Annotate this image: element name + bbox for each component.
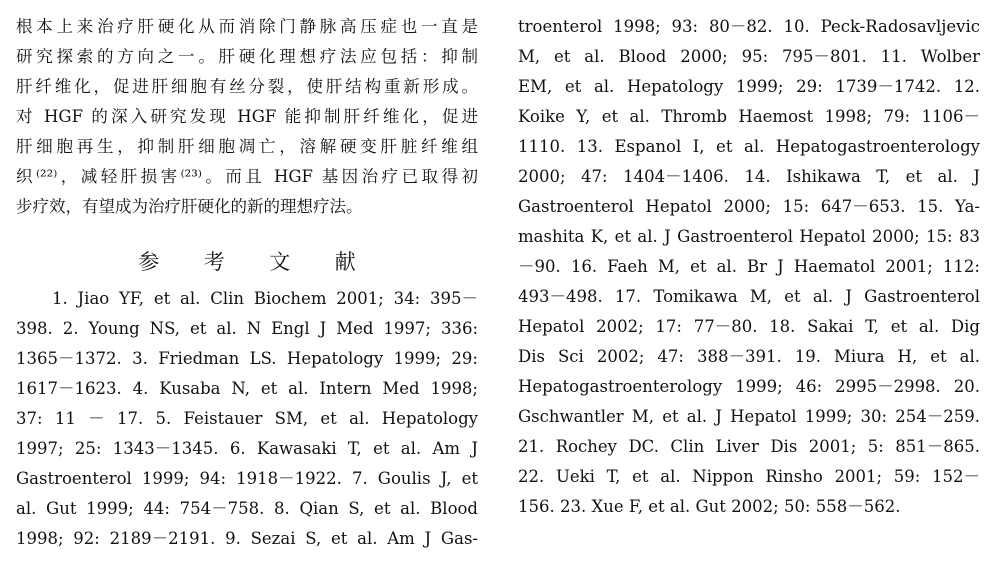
- reference-line: 156. 23. Xue F, et al. Gut 2002; 50: 558－562.: [518, 497, 901, 516]
- body-line: 根本上来治疗肝硬化从而消除门静脉高压症也一直是: [16, 17, 478, 36]
- reference-line: 1997; 25: 1343－1345. 6. Kawasaki T, et al. Am J: [16, 439, 478, 458]
- reference-line: 22. Ueki T, et al. Nippon Rinsho 2001; 59: 152－: [518, 467, 980, 486]
- section-gap: [16, 222, 478, 234]
- body-line: 肝细胞再生，抑制肝细胞凋亡，溶解硬变肝脏纤维组: [16, 137, 478, 156]
- reference-line: 398. 2. Young NS, et al. N Engl J Med 1997; 336:: [16, 319, 478, 338]
- reference-line: 21. Rochey DC. Clin Liver Dis 2001; 5: 851－865.: [518, 437, 980, 456]
- reference-line: 37: 11 － 17. 5. Feistauer SM, et al. Hepatology: [16, 409, 478, 428]
- reference-line: 2000; 47: 1404－1406. 14. Ishikawa T, et al. J: [518, 167, 980, 186]
- reference-line: 1998; 92: 2189－2191. 9. Sezai S, et al. Am J Gas-: [16, 529, 478, 548]
- reference-line: M, et al. Blood 2000; 95: 795－801. 11. Wolber: [518, 47, 980, 66]
- reference-line: 1365－1372. 3. Friedman LS. Hepatology 1999; 29:: [16, 349, 478, 368]
- reference-line: 1617－1623. 4. Kusaba N, et al. Intern Med 1998;: [16, 379, 478, 398]
- reference-line: Dis Sci 2002; 47: 388－391. 19. Miura H, et al.: [518, 347, 980, 366]
- reference-line: Gastroenterol 1999; 94: 1918－1922. 7. Goulis J, et: [16, 469, 478, 488]
- reference-line: al. Gut 1999; 44: 754－758. 8. Qian S, et al. Blood: [16, 499, 478, 518]
- left-column: [16, 12, 478, 554]
- reference-line: EM, et al. Hepatology 1999; 29: 1739－1742. 12.: [518, 77, 980, 96]
- reference-line: Koike Y, et al. Thromb Haemost 1998; 79: 1106－: [518, 107, 980, 126]
- body-line: 肝纤维化，促进肝细胞有丝分裂，使肝结构重新形成。: [16, 77, 478, 96]
- reference-line: Gastroenterol Hepatol 2000; 15: 647－653. 15. Ya-: [518, 197, 980, 216]
- body-line: 织⁽²²⁾，减轻肝损害⁽²³⁾。而且 HGF 基因治疗已取得初: [16, 167, 478, 186]
- reference-line: 1110. 13. Espanol I, et al. Hepatogastroenterology: [518, 137, 980, 156]
- reference-line: 493－498. 17. Tomikawa M, et al. J Gastroenterol: [518, 287, 980, 306]
- reference-line: Hepatogastroenterology 1999; 46: 2995－2998. 20.: [518, 377, 980, 396]
- references-heading: 参 考 文 献: [138, 250, 375, 274]
- reference-line: troenterol 1998; 93: 80－82. 10. Peck-Radosavljevic: [518, 17, 980, 36]
- body-line: 研究探索的方向之一。肝硬化理想疗法应包括：抑制: [16, 47, 478, 66]
- reference-line: 1. Jiao YF, et al. Clin Biochem 2001; 34: 395－: [52, 289, 478, 308]
- reference-line: －90. 16. Faeh M, et al. Br J Haematol 2001; 112:: [518, 257, 980, 276]
- body-line: 步疗效，有望成为治疗肝硬化的新的理想疗法。: [16, 197, 363, 216]
- reference-line: Gschwantler M, et al. J Hepatol 1999; 30: 254－259.: [518, 407, 980, 426]
- right-column: [518, 12, 980, 522]
- reference-line: Hepatol 2002; 17: 77－80. 18. Sakai T, et al. Dig: [518, 317, 980, 336]
- reference-line: mashita K, et al. J Gastroenterol Hepatol 2000; 15: 83: [518, 227, 980, 246]
- body-line: 对 HGF 的深入研究发现 HGF 能抑制肝纤维化，促进: [16, 107, 478, 126]
